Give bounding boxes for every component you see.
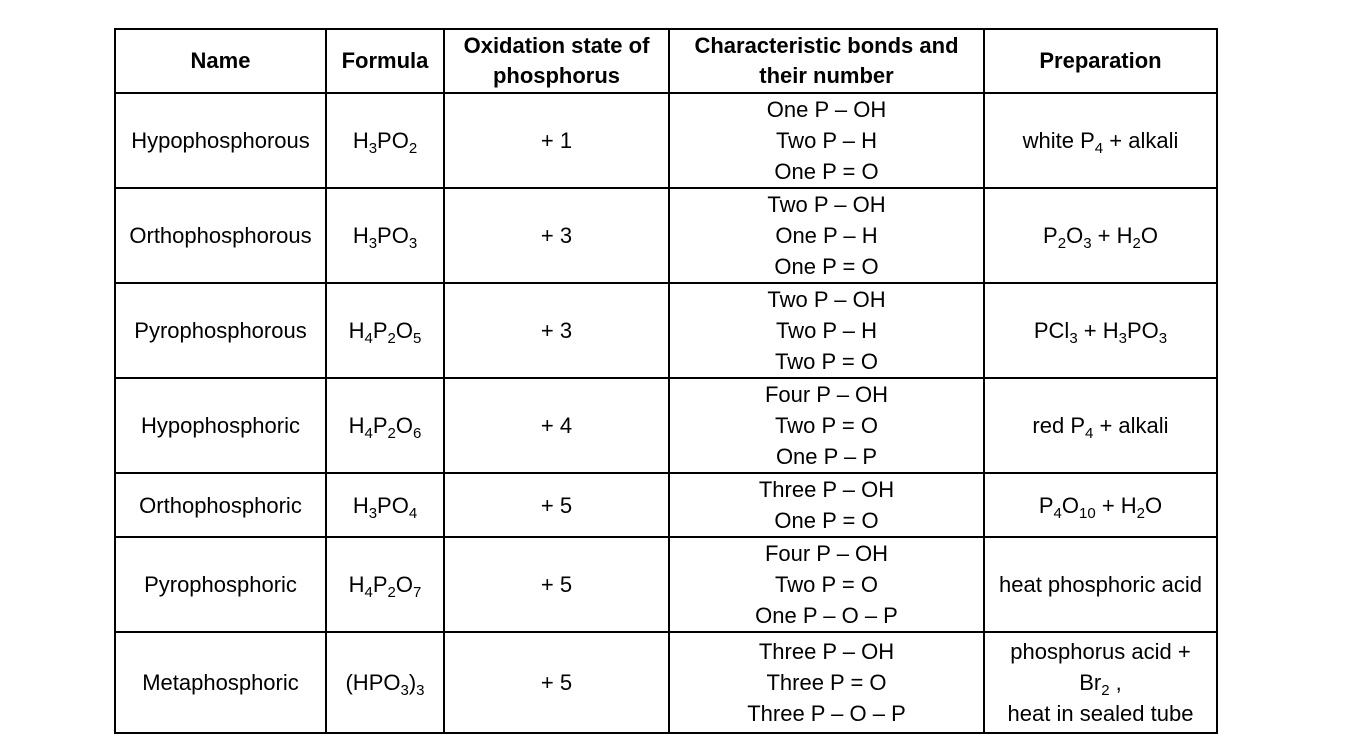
cell-preparation xyxy=(984,378,1217,473)
cell-name: Orthophosphoric xyxy=(115,473,326,537)
bond-line: One P = O xyxy=(774,254,879,279)
cell-bonds xyxy=(669,473,984,537)
cell-bonds xyxy=(669,632,984,733)
preparation-line xyxy=(985,490,1216,521)
preparation-line xyxy=(985,410,1216,441)
text-segment: O xyxy=(395,318,414,343)
bond-line: Two P – OH xyxy=(767,192,886,217)
preparation-line xyxy=(985,698,1216,729)
bond-line: Three P = O xyxy=(766,670,887,695)
text-segment: O xyxy=(1140,223,1158,248)
preparation-line xyxy=(985,636,1216,667)
subscript: 5 xyxy=(413,330,422,347)
subscript: 2 xyxy=(1057,235,1067,252)
header-bonds-line1: Characteristic bonds and xyxy=(694,33,959,58)
text-segment: phosphorus acid + xyxy=(1010,639,1191,664)
cell-preparation xyxy=(984,632,1217,733)
subscript: 4 xyxy=(364,330,373,347)
text-segment: PO xyxy=(377,492,409,518)
text-segment: + H xyxy=(1091,223,1133,248)
text-segment: H xyxy=(348,572,365,597)
bond-line: Four P – OH xyxy=(764,541,889,566)
subscript: 3 xyxy=(1158,330,1168,347)
preparation-line xyxy=(985,569,1216,600)
cell-preparation xyxy=(984,537,1217,632)
cell-formula xyxy=(326,632,444,733)
cell-formula xyxy=(326,93,444,188)
subscript: 3 xyxy=(1083,235,1092,252)
text-segment: P xyxy=(1038,492,1054,518)
cell-formula xyxy=(326,283,444,378)
preparation-line xyxy=(985,667,1216,698)
subscript: 6 xyxy=(413,425,422,442)
bond-line: Three P – OH xyxy=(758,477,895,502)
cell-bonds xyxy=(669,188,984,283)
text-segment: + alkali xyxy=(1103,128,1179,153)
cell-name: Hypophosphoric xyxy=(115,378,326,473)
header-oxidation-line2: phosphorus xyxy=(492,63,621,88)
preparation-line xyxy=(985,315,1216,346)
bond-line: Two P = O xyxy=(775,349,878,374)
text-segment: + alkali xyxy=(1093,413,1169,438)
text-segment: H xyxy=(352,492,369,518)
text-segment: PO xyxy=(377,128,409,153)
subscript: 7 xyxy=(413,584,422,601)
table-row xyxy=(115,632,1217,733)
text-segment: O xyxy=(1066,223,1084,248)
bond-line: One P – H xyxy=(775,223,878,248)
cell-preparation xyxy=(984,188,1217,283)
text-segment: heat phosphoric acid xyxy=(998,572,1203,597)
cell-bonds xyxy=(669,378,984,473)
cell-oxidation-state: + 5 xyxy=(444,632,669,733)
text-segment: H xyxy=(352,128,369,153)
cell-oxidation-state: + 3 xyxy=(444,188,669,283)
bond-line: One P – P xyxy=(775,444,878,469)
subscript: 3 xyxy=(400,682,409,699)
bond-line: Four P – OH xyxy=(764,382,889,407)
text-segment: P xyxy=(372,413,388,438)
bond-line: Three P – O – P xyxy=(747,701,906,726)
text-segment: PO xyxy=(1126,318,1159,343)
cell-oxidation-state: + 5 xyxy=(444,537,669,632)
cell-formula xyxy=(326,473,444,537)
subscript: 4 xyxy=(1053,504,1062,522)
text-segment: PCl xyxy=(1033,318,1070,343)
text-segment: O xyxy=(395,572,414,597)
bond-line: One P = O xyxy=(774,159,879,184)
header-oxidation xyxy=(444,29,669,93)
header-oxidation-line1: Oxidation state of xyxy=(463,33,650,58)
oxoacids-table xyxy=(114,28,1218,734)
subscript: 3 xyxy=(1069,330,1078,347)
subscript: 10 xyxy=(1079,504,1096,522)
text-segment: , xyxy=(1109,670,1122,695)
table-row xyxy=(115,283,1217,378)
bond-line: Two P = O xyxy=(775,572,878,597)
subscript: 2 xyxy=(1101,682,1110,699)
subscript: 2 xyxy=(1136,504,1146,522)
header-name: Name xyxy=(115,29,326,93)
bond-line: Two P = O xyxy=(775,413,878,438)
subscript: 2 xyxy=(387,425,396,442)
text-segment: Br xyxy=(1079,670,1102,695)
header-bonds xyxy=(669,29,984,93)
subscript: 3 xyxy=(368,235,378,252)
subscript: 2 xyxy=(408,140,418,157)
bond-line: One P – OH xyxy=(766,97,887,122)
text-segment: H xyxy=(352,223,369,248)
subscript: 2 xyxy=(387,584,396,601)
text-segment: + H xyxy=(1077,318,1119,343)
subscript: 2 xyxy=(1132,235,1141,252)
text-segment: ) xyxy=(408,670,417,695)
cell-oxidation-state: + 4 xyxy=(444,378,669,473)
header-row xyxy=(115,29,1217,93)
cell-name: Pyrophosphoric xyxy=(115,537,326,632)
cell-bonds xyxy=(669,283,984,378)
subscript: 3 xyxy=(408,235,418,252)
cell-formula xyxy=(326,188,444,283)
text-segment: + H xyxy=(1095,492,1137,518)
cell-preparation xyxy=(984,93,1217,188)
text-segment: H xyxy=(348,318,365,343)
table-row xyxy=(115,188,1217,283)
subscript: 4 xyxy=(408,504,418,522)
text-segment: P xyxy=(372,572,388,597)
header-bonds-line2: their number xyxy=(759,63,894,88)
text-segment: white P xyxy=(1022,128,1095,153)
subscript: 4 xyxy=(364,584,373,601)
text-segment: heat in sealed tube xyxy=(1007,701,1194,726)
table-row xyxy=(115,378,1217,473)
subscript: 3 xyxy=(416,682,425,699)
text-segment: PO xyxy=(377,223,409,248)
cell-preparation xyxy=(984,283,1217,378)
text-segment: P xyxy=(1043,223,1058,248)
cell-name: Orthophosphorous xyxy=(115,188,326,283)
cell-oxidation-state: + 3 xyxy=(444,283,669,378)
cell-name: Hypophosphorous xyxy=(115,93,326,188)
table-body xyxy=(115,93,1217,733)
text-segment: P xyxy=(372,318,388,343)
text-segment: O xyxy=(1061,492,1080,518)
cell-oxidation-state: + 1 xyxy=(444,93,669,188)
bond-line: Three P – OH xyxy=(758,639,895,664)
cell-name: Pyrophosphorous xyxy=(115,283,326,378)
table-row xyxy=(115,93,1217,188)
table-row xyxy=(115,537,1217,632)
cell-bonds xyxy=(669,93,984,188)
bond-line: One P – O – P xyxy=(755,603,898,628)
cell-formula xyxy=(326,378,444,473)
bond-line: Two P – OH xyxy=(767,287,886,312)
text-segment: red P xyxy=(1032,413,1086,438)
cell-formula xyxy=(326,537,444,632)
preparation-line xyxy=(985,220,1216,251)
subscript: 2 xyxy=(387,330,396,347)
bond-line: Two P – H xyxy=(775,318,878,343)
header-preparation: Preparation xyxy=(984,29,1217,93)
header-formula: Formula xyxy=(326,29,444,93)
subscript: 3 xyxy=(368,140,378,157)
subscript: 4 xyxy=(364,425,373,442)
text-segment: O xyxy=(1145,492,1163,518)
text-segment: O xyxy=(395,413,414,438)
text-segment: (HPO xyxy=(345,670,401,695)
subscript: 4 xyxy=(1094,140,1104,157)
table-row xyxy=(115,473,1217,537)
cell-preparation xyxy=(984,473,1217,537)
bond-line: Two P – H xyxy=(775,128,878,153)
bond-line: One P = O xyxy=(774,508,879,533)
subscript: 3 xyxy=(368,504,378,522)
cell-oxidation-state: + 5 xyxy=(444,473,669,537)
preparation-line xyxy=(985,125,1216,156)
text-segment: H xyxy=(348,413,365,438)
cell-name: Metaphosphoric xyxy=(115,632,326,733)
cell-bonds xyxy=(669,537,984,632)
subscript: 4 xyxy=(1085,425,1094,442)
subscript: 3 xyxy=(1118,330,1127,347)
